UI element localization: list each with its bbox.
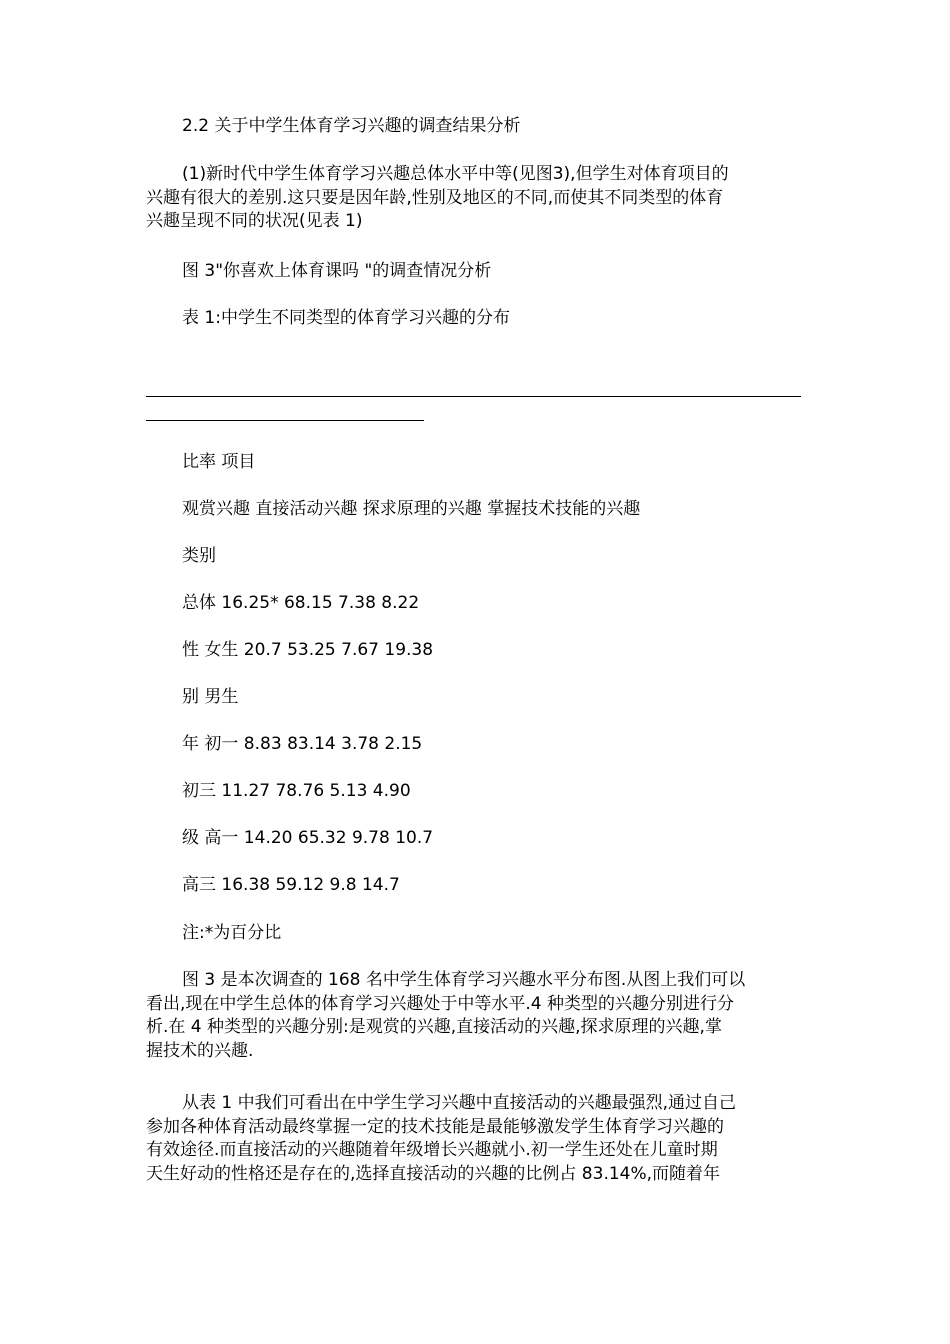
table-note: 注:*为百分比 [182,923,282,943]
paragraph-line: 天生好动的性格还是存在的,选择直接活动的兴趣的比例占 83.14%,而随着年 [146,1163,721,1184]
table-row: 年 初一 8.83 83.14 3.78 2.15 [182,734,423,754]
table-row: 高三 16.38 59.12 9.8 14.7 [182,875,400,895]
section-heading: 2.2 关于中学生体育学习兴趣的调查结果分析 [182,116,521,136]
table-top-rule [146,396,801,397]
table-header-categories: 观赏兴趣 直接活动兴趣 探求原理的兴趣 掌握技术技能的兴趣 [182,499,641,519]
paragraph-line: 析.在 4 种类型的兴趣分别:是观赏的兴趣,直接活动的兴趣,探求原理的兴趣,掌 [146,1017,722,1037]
table-caption: 表 1:中学生不同类型的体育学习兴趣的分布 [182,308,510,328]
table-row: 级 高一 14.20 65.32 9.78 10.7 [182,828,434,848]
paragraph-line: 有效途径.而直接活动的兴趣随着年级增长兴趣就小.初一学生还处在儿童时期 [146,1140,718,1160]
table-header-ratio-item: 比率 项目 [182,452,256,472]
paragraph-line: (1)新时代中学生体育学习兴趣总体水平中等(见图3),但学生对体育项目的 [182,164,729,184]
paragraph-intro [146,163,806,234]
paragraph-line: 参加各种体育活动最终掌握一定的技术技能是最能够激发学生体育学习兴趣的 [146,1116,724,1137]
table-row: 总体 16.25* 68.15 7.38 8.22 [182,593,420,613]
paragraph-line: 握技术的兴趣. [146,1040,254,1061]
paragraph-line: 图 3 是本次调查的 168 名中学生体育学习兴趣水平分布图.从图上我们可以 [182,970,746,990]
table-row: 初三 11.27 78.76 5.13 4.90 [182,781,411,801]
paragraph-figure-analysis [146,969,806,1063]
table-top-rule-short [146,420,424,421]
table-row: 别 男生 [182,687,239,707]
table-row: 性 女生 20.7 53.25 7.67 19.38 [182,640,434,660]
paragraph-line: 兴趣呈现不同的状况(见表 1) [146,211,363,231]
paragraph-table-analysis [146,1092,806,1186]
paragraph-line: 从表 1 中我们可看出在中学生学习兴趣中直接活动的兴趣最强烈,通过自己 [182,1093,737,1113]
table-header-class: 类别 [182,546,216,566]
paragraph-line: 看出,现在中学生总体的体育学习兴趣处于中等水平.4 种类型的兴趣分别进行分 [146,993,735,1014]
figure-caption: 图 3"你喜欢上体育课吗 "的调查情况分析 [182,261,492,281]
paragraph-line: 兴趣有很大的差别.这只要是因年龄,性别及地区的不同,而使其不同类型的体育 [146,187,724,208]
